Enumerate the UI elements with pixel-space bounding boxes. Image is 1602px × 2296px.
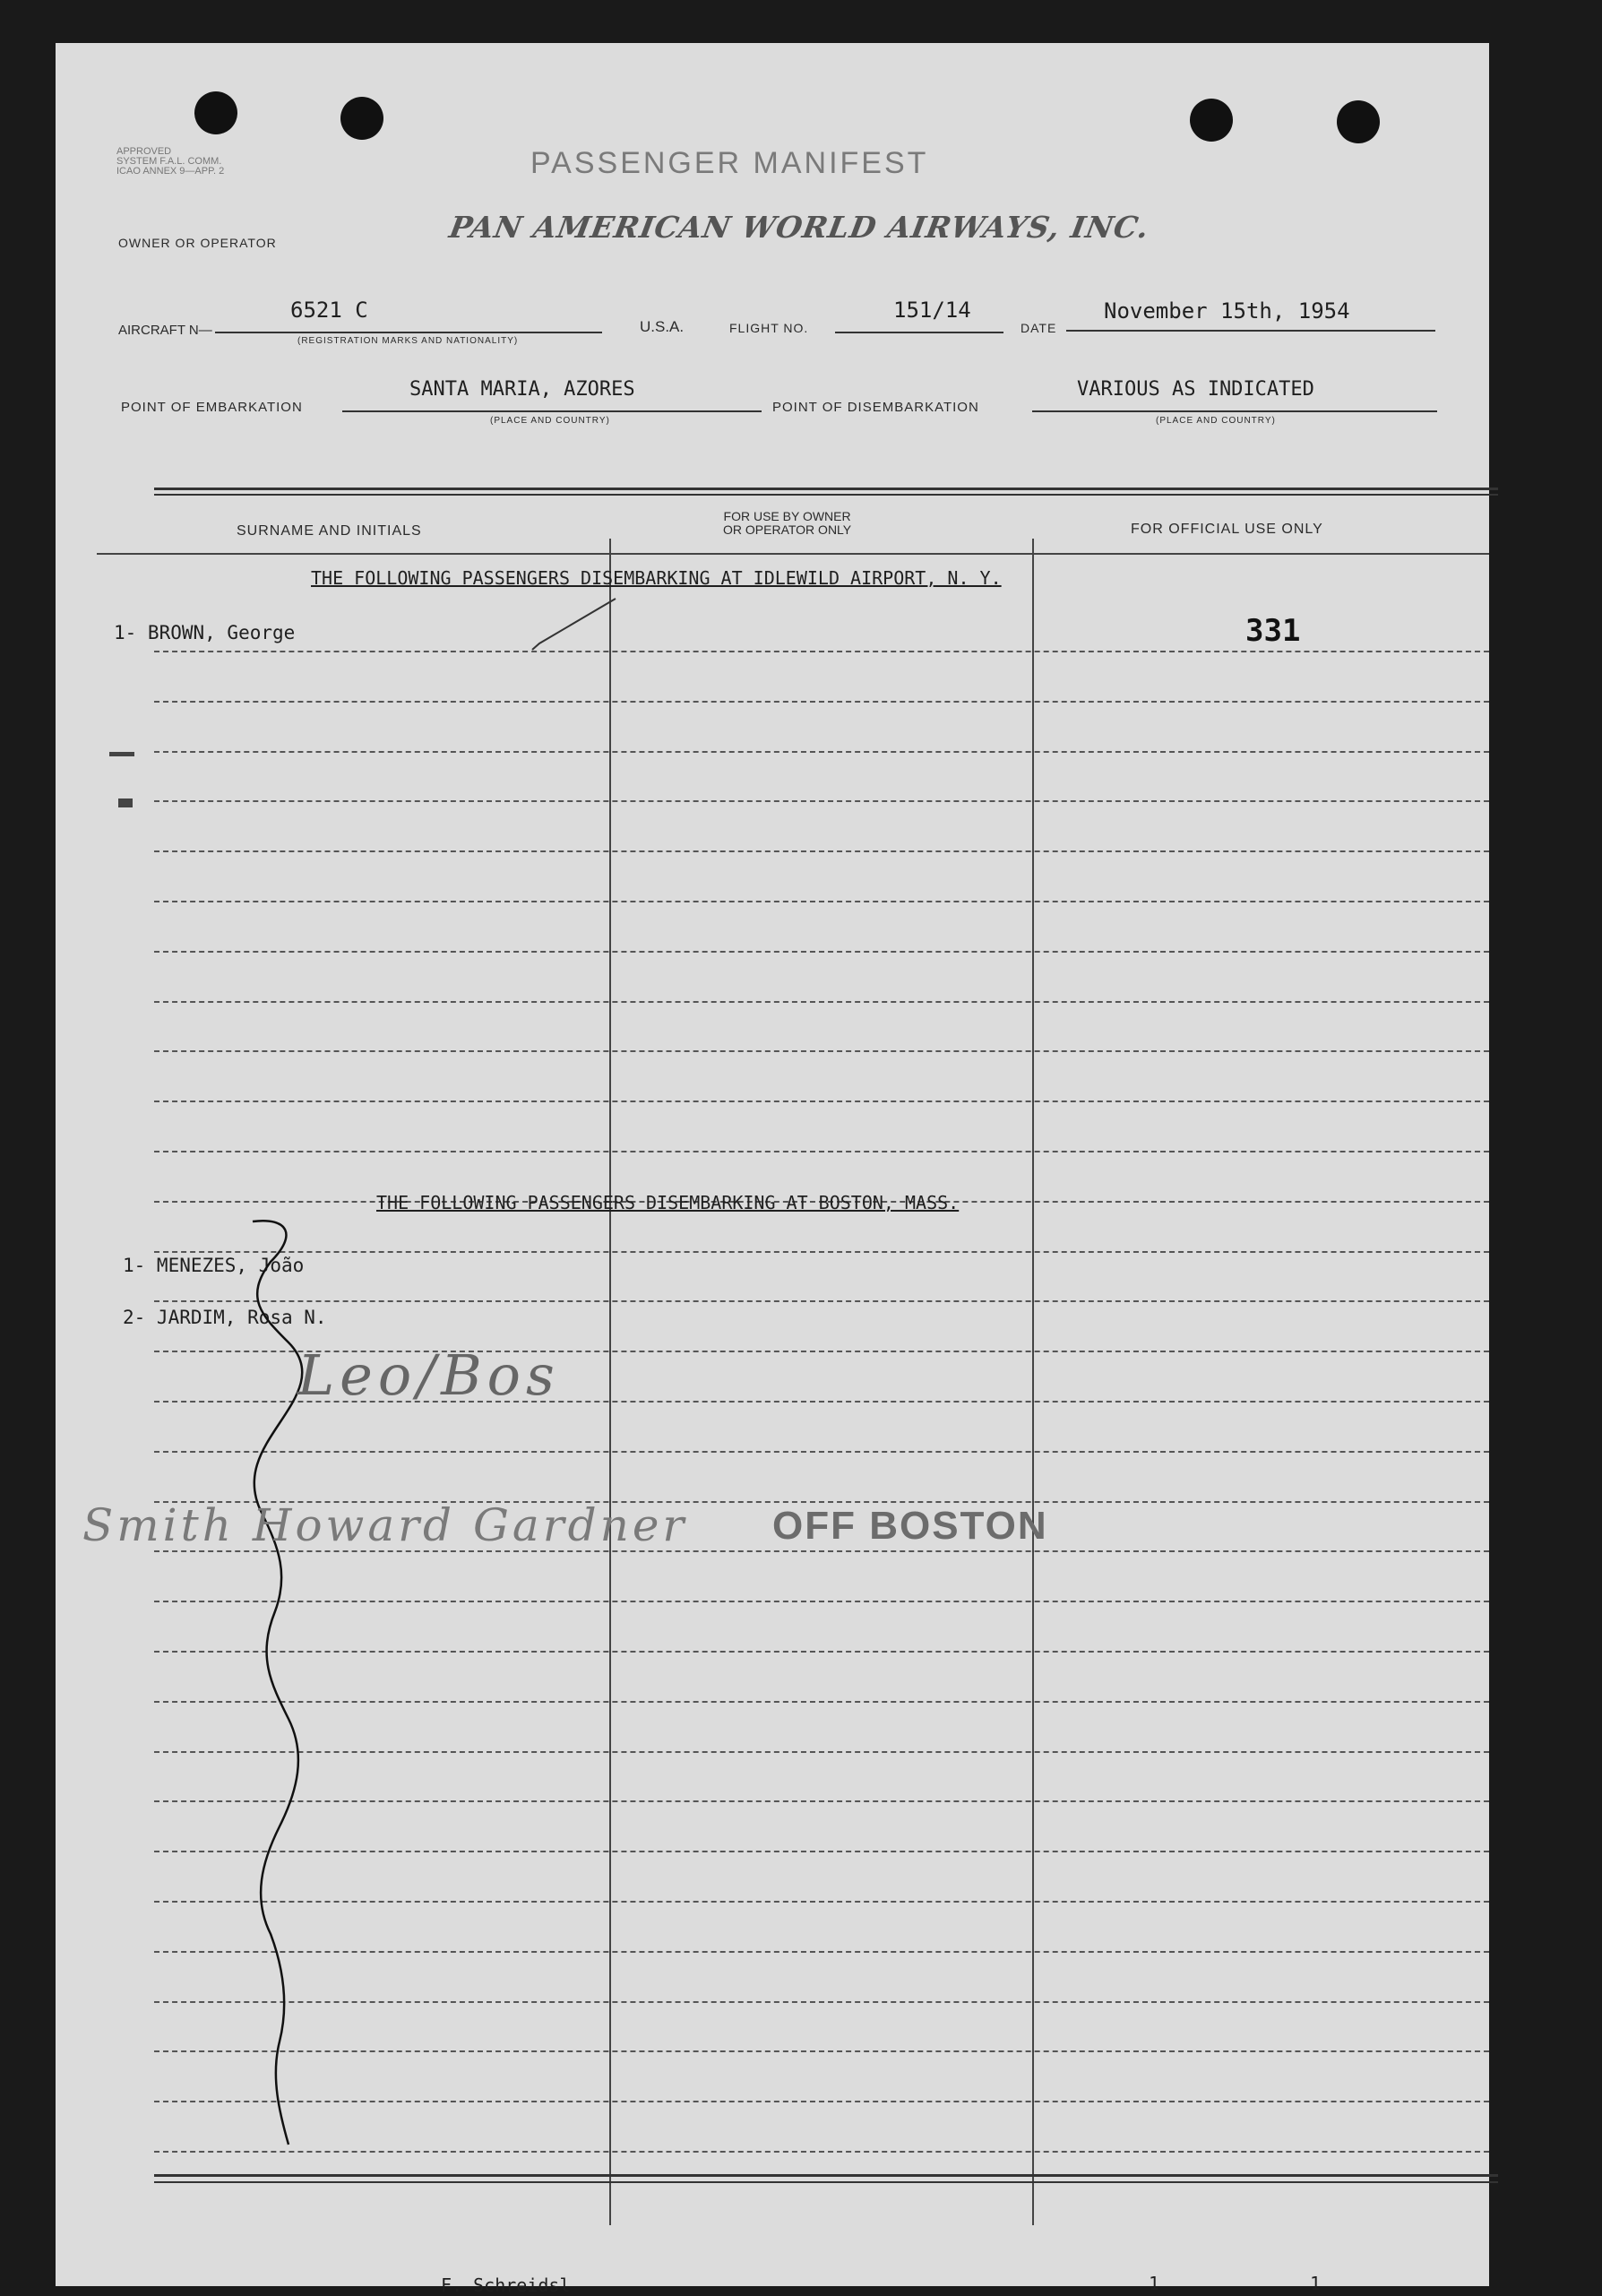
registration-caption: (REGISTRATION MARKS AND NATIONALITY) bbox=[297, 336, 519, 346]
column-header-owner-use bbox=[723, 510, 851, 537]
column-divider bbox=[1032, 539, 1034, 2225]
embark-underline bbox=[342, 410, 762, 412]
passenger-row-name: 1- BROWN, George bbox=[114, 622, 296, 643]
ruled-line bbox=[154, 651, 1489, 652]
table-bottom-rule bbox=[154, 2174, 1498, 2177]
owner-label: OWNER OR OPERATOR bbox=[118, 236, 277, 250]
form-title: PASSENGER MANIFEST bbox=[530, 146, 929, 180]
column-header-official: FOR OFFICIAL USE ONLY bbox=[1131, 522, 1323, 537]
table-bottom-rule bbox=[154, 2181, 1498, 2183]
ruled-line bbox=[154, 1151, 1489, 1152]
column-divider bbox=[609, 539, 611, 2225]
column-header-surname: SURNAME AND INITIALS bbox=[237, 523, 422, 539]
ruled-line bbox=[154, 901, 1489, 902]
usa-label: U.S.A. bbox=[640, 318, 685, 335]
header-rule bbox=[97, 553, 1489, 555]
ruled-line bbox=[154, 1101, 1489, 1102]
disembark-value: VARIOUS AS INDICATED bbox=[1077, 378, 1314, 401]
table-top-rule bbox=[154, 488, 1498, 490]
footer-count: 1 bbox=[1149, 2273, 1160, 2294]
ruled-line bbox=[154, 800, 1489, 802]
embark-value: SANTA MARIA, AZORES bbox=[409, 378, 635, 401]
embark-caption: (PLACE AND COUNTRY) bbox=[490, 416, 610, 426]
disembark-caption: (PLACE AND COUNTRY) bbox=[1156, 416, 1276, 426]
manifest-sheet bbox=[56, 43, 1489, 2296]
off-boston-stamp: OFF BOSTON bbox=[772, 1504, 1048, 1548]
punch-hole bbox=[1190, 99, 1233, 142]
footer-count: 1 bbox=[1310, 2273, 1322, 2294]
column-header-owner-use-line: OR OPERATOR ONLY bbox=[723, 522, 852, 537]
owner-value: PAN AMERICAN WORLD AIRWAYS, INC. bbox=[446, 210, 1152, 245]
disembark-label: POINT OF DISEMBARKATION bbox=[772, 400, 979, 415]
aircraft-value: 6521 C bbox=[290, 298, 368, 323]
ruled-line bbox=[154, 2151, 1489, 2153]
punch-hole bbox=[340, 97, 383, 140]
flight-label: FLIGHT NO. bbox=[729, 321, 809, 335]
passenger-row-name: 2- JARDIM, Rosa N. bbox=[123, 1307, 327, 1328]
date-value: November 15th, 1954 bbox=[1104, 298, 1350, 324]
pencil-check-mark bbox=[530, 594, 638, 657]
handwritten-name: Smith Howard Gardner bbox=[82, 1499, 688, 1551]
ruled-line bbox=[154, 951, 1489, 953]
embark-label: POINT OF EMBARKATION bbox=[121, 400, 303, 415]
flight-underline bbox=[835, 332, 1003, 333]
flight-value: 151/14 bbox=[893, 298, 971, 323]
column-header-owner-use-line: FOR USE BY OWNER bbox=[723, 509, 851, 523]
handwritten-note: Leo/Bos bbox=[297, 1342, 560, 1408]
ruled-line bbox=[154, 850, 1489, 852]
approval-stamp-line: SYSTEM F.A.L. COMM. bbox=[116, 156, 222, 167]
punch-hole bbox=[1337, 100, 1380, 143]
margin-mark bbox=[109, 752, 134, 756]
approval-stamp-line: APPROVED bbox=[116, 146, 172, 157]
ruled-line bbox=[154, 1001, 1489, 1003]
disembark-underline bbox=[1032, 410, 1437, 412]
aircraft-underline bbox=[215, 332, 602, 333]
ruled-line bbox=[154, 701, 1489, 703]
date-underline bbox=[1066, 330, 1435, 332]
margin-mark bbox=[118, 798, 133, 807]
passenger-row-name: 1- MENEZES, João bbox=[123, 1255, 305, 1276]
footer-name: F. Schreidsl bbox=[441, 2274, 571, 2296]
approval-stamp-line: ICAO ANNEX 9—APP. 2 bbox=[116, 166, 225, 177]
ruled-line bbox=[154, 1050, 1489, 1052]
aircraft-label: AIRCRAFT N— bbox=[118, 323, 212, 338]
ruled-line bbox=[154, 751, 1489, 753]
section1-heading: THE FOLLOWING PASSENGERS DISEMBARKING AT IDLEWILD AIRPORT, N. Y. bbox=[311, 567, 1002, 589]
punch-hole bbox=[194, 91, 237, 134]
table-top-rule bbox=[154, 494, 1498, 496]
section2-heading: THE FOLLOWING PASSENGERS DISEMBARKING AT BOSTON, MASS. bbox=[376, 1192, 960, 1213]
approval-stamp bbox=[116, 147, 224, 177]
official-number: 331 bbox=[1245, 613, 1301, 649]
date-label: DATE bbox=[1021, 321, 1057, 335]
